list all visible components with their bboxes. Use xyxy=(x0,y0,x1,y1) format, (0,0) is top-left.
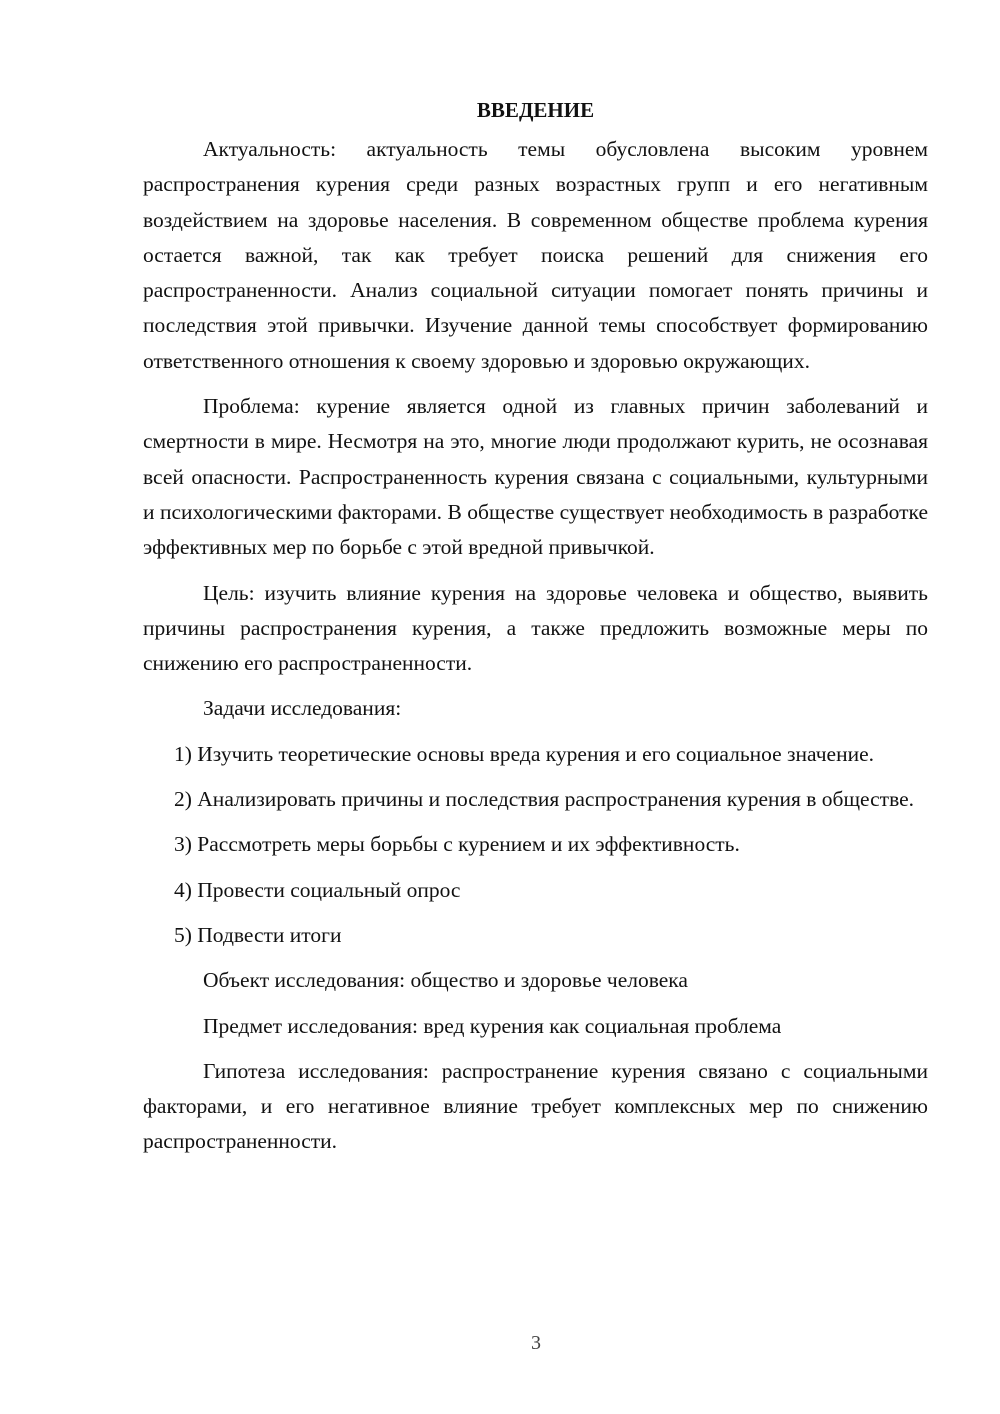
task-item-4: 4) Провести социальный опрос xyxy=(174,877,461,902)
task-item-2: 2) Анализировать причины и последствия распространения курения в обществе. xyxy=(174,787,915,812)
document-body xyxy=(143,94,928,1170)
research-object: Объект исследования: общество и здоровье человека xyxy=(203,968,688,993)
section-title: ВВЕДЕНИЕ xyxy=(476,98,595,122)
goal-paragraph: Цель: изучить влияние курения на здоровье человека и общество, выявить причины распространения курения, а также предложить возможные меры по снижению его распространенности. xyxy=(143,580,928,676)
task-item-3: 3) Рассмотреть меры борьбы с курением и их эффективность. xyxy=(174,832,740,857)
task-item-5: 5) Подвести итоги xyxy=(174,922,342,947)
research-subject: Предмет исследования: вред курения как социальная проблема xyxy=(203,1013,782,1038)
task-item-1: 1) Изучить теоретические основы вреда курения и его социальное значение. xyxy=(174,741,875,766)
page-number: 3 xyxy=(531,1332,541,1354)
research-hypothesis: Гипотеза исследования: распространение курения связано с социальными факторами, и его негативное влияние требует комплексных мер по снижению распространенности. xyxy=(143,1058,928,1154)
relevance-paragraph: Актуальность: актуальность темы обусловлена высоким уровнем распространения курения среди разных возрастных групп и его негативным воздействием на здоровье населения. В современном обществе проблема курения остается важной, так как требует поиска решений для снижения его распространенности. Анализ социальной ситуации помогает понять причины и последствия этой привычки. Изучение данной темы способствует формированию ответственного отношения к своему здоровью и здоровью окружающих. xyxy=(143,137,928,373)
problem-paragraph: Проблема: курение является одной из главных причин заболеваний и смертности в мире. Несмотря на это, многие люди продолжают курить, не осознавая всей опасности. Распространенность курения связана с социальными, культурными и психологическими факторами. В обществе существует необходимость в разработке эффективных мер по борьбе с этой вредной привычкой. xyxy=(143,394,928,560)
tasks-heading: Задачи исследования: xyxy=(203,696,402,721)
